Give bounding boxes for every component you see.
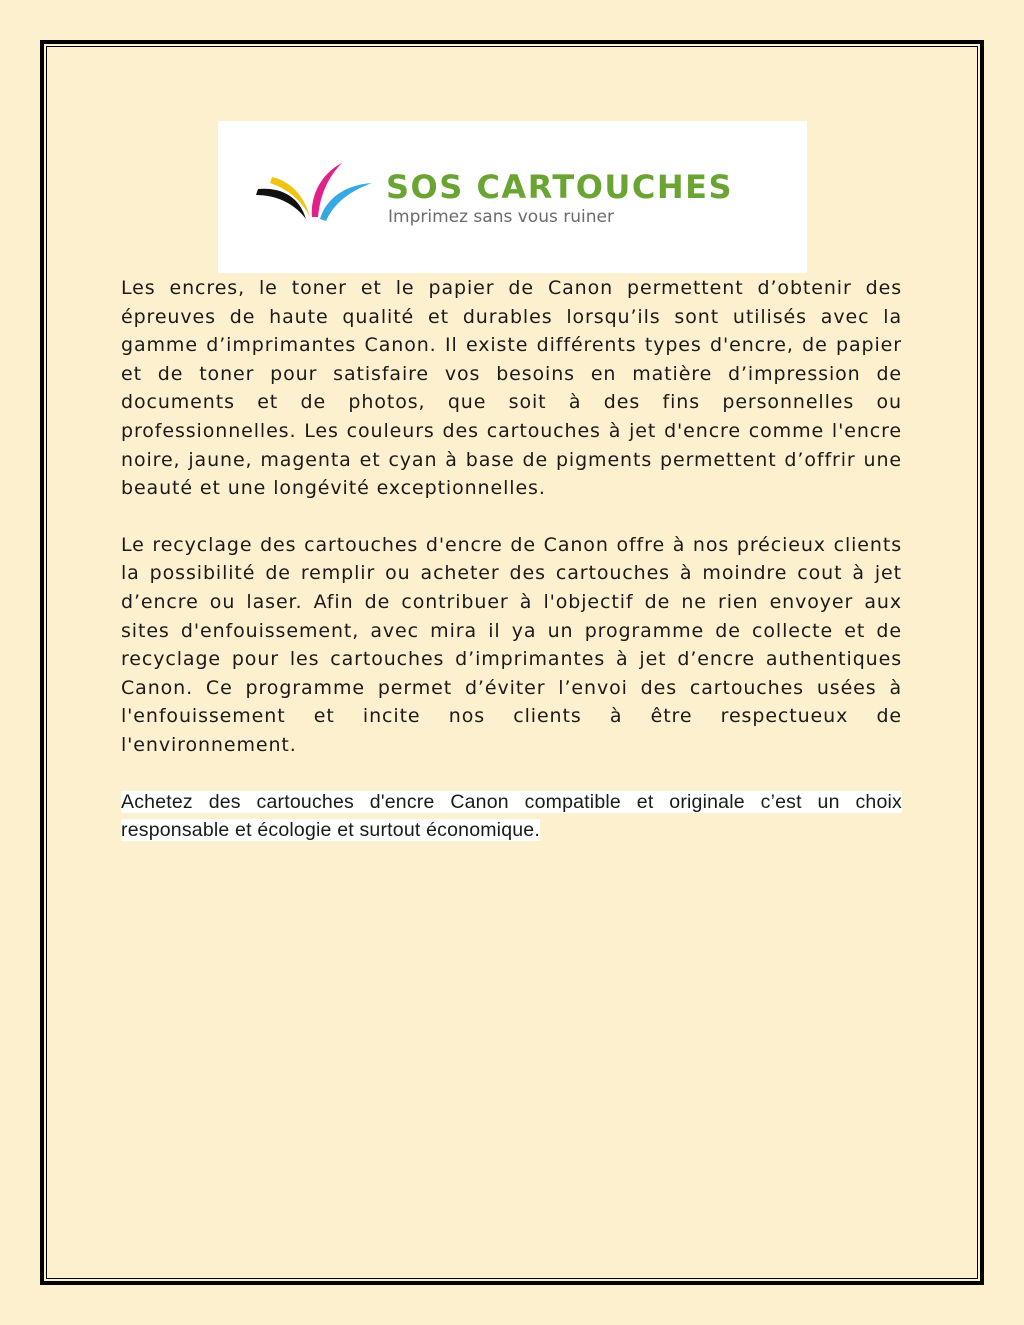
paragraph-conclusion <box>121 788 902 845</box>
highlighted-conclusion-text: Achetez des cartouches d'encre Canon compatible et originale c’est un choix responsable et écologie et surtout économique. <box>121 790 902 842</box>
logo <box>218 121 807 273</box>
document-body <box>121 274 902 873</box>
ink-swoosh-icon <box>254 159 384 234</box>
paragraph-inks: Les encres, le toner et le papier de Canon permettent d’obtenir des épreuves de haute qualité et durables lorsqu’ils sont utilisés avec la gamme d’imprimantes Canon. Il existe différents types d'encre, de papier et de toner pour satisfaire vos besoins en matière d’impression de documents et de photos, que soit à des fins personnelles ou professionnelles. Les couleurs des cartouches à jet d'encre comme l'encre noire, jaune, magenta et cyan à base de pigments permettent d’offrir une beauté et une longévité exceptionnelles. <box>121 277 902 500</box>
logo-tagline: Imprimez sans vous ruiner <box>388 207 614 227</box>
paragraph-recycling: Le recyclage des cartouches d'encre de Canon offre à nos précieux clients la possibilité de remplir ou acheter des cartouches à moindre cout à jet d’encre ou laser. Afin de contribuer à l'objectif de ne rien envoyer aux sites d'enfouissement, avec mira il ya un programme de collecte et de recyclage pour les cartouches d’imprimantes à jet d’encre authentiques Canon. Ce programme permet d’éviter l’envoi des cartouches usées à l'enfouissement et incite nos clients à être respectueux de l'environnement. <box>121 533 902 756</box>
logo-title: SOS CARTOUCHES <box>386 168 734 206</box>
